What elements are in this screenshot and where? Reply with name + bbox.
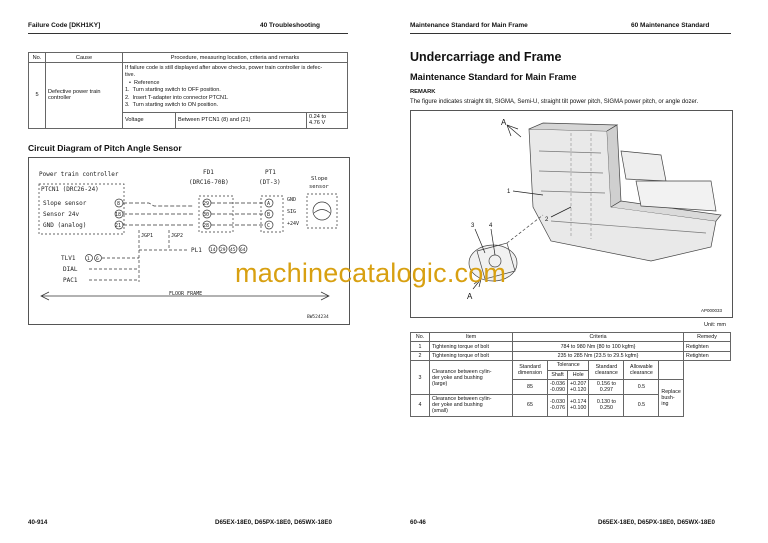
table-row	[411, 342, 731, 351]
h-std-clearance	[589, 361, 624, 380]
header-line: clearance	[594, 370, 618, 376]
step-text: Insert T-adapter into connector PTCN1.	[132, 94, 229, 101]
step-number: 3.	[125, 102, 130, 109]
table-row	[411, 351, 731, 360]
gnd-label: GND	[287, 197, 297, 203]
row-remedy: Retighten	[684, 342, 731, 351]
view-arrow	[507, 125, 521, 137]
h-tolerance: Tolerance	[548, 361, 589, 370]
circuit-diagram	[28, 157, 350, 325]
footer-models: D65EX-18E0, D65PX-18E0, D65WX-18E0	[598, 519, 715, 526]
jgp1-label: JGP1	[141, 233, 154, 239]
hole-tol	[568, 379, 589, 394]
remark-label: REMARK	[410, 89, 436, 95]
shaft-tol	[548, 379, 568, 394]
header-line: clearance	[629, 370, 653, 376]
row-no: 2	[411, 351, 430, 360]
tol-line: -0.030	[550, 399, 566, 406]
clr-line: 0.156 to	[596, 381, 616, 388]
header-line: Allowable	[630, 364, 653, 370]
voltage-value	[307, 112, 348, 128]
step-text: Turn starting switch to OFF position.	[132, 87, 221, 94]
tlv1-pin-label: 6	[96, 257, 99, 262]
header-section: Maintenance Standard for Main Frame	[410, 22, 528, 29]
pin-label: 21	[115, 223, 122, 229]
col-no: No.	[29, 53, 46, 63]
figure-note: The figure indicates straight tilt, SIGMA, Semi-U, straight tilt power pitch, SIGMA power pitch, or angle dozer.	[410, 99, 699, 105]
row-no: 5	[29, 63, 46, 129]
footer-page-number: 40-914	[28, 519, 48, 526]
pin-label: A	[267, 201, 271, 207]
controller-label: Power train controller	[39, 171, 119, 178]
h-allowable	[624, 361, 659, 380]
sensor-24v: Sensor 24v	[43, 211, 80, 218]
header-chapter: 60 Maintenance Standard	[631, 22, 710, 29]
pin-label: 30	[203, 212, 210, 218]
pin-label: 29	[203, 201, 210, 207]
tol-line: +0.207	[570, 381, 587, 388]
pac1-label: PAC1	[63, 277, 78, 284]
section-subtitle: Maintenance Standard for Main Frame	[410, 72, 577, 82]
tlv1-label: TLV1	[61, 255, 76, 262]
std-clearance	[589, 395, 624, 416]
reference-label: Reference	[134, 79, 160, 86]
row-item	[430, 361, 513, 395]
table-row	[411, 361, 731, 370]
pin-label: 28	[203, 223, 210, 229]
step-number: 2.	[125, 94, 130, 101]
row-item: Tightening torque of bolt	[430, 342, 513, 351]
row-no: 4	[411, 395, 430, 416]
std-clearance	[589, 379, 624, 394]
header-rule	[28, 33, 348, 34]
pin-label: 8	[117, 201, 121, 207]
watermark: machinecatalogic.com	[235, 258, 507, 288]
label-a-top: A	[501, 118, 507, 127]
step	[125, 95, 345, 103]
col-criteria: Criteria	[513, 333, 684, 342]
pl1-label: PL1	[191, 247, 202, 254]
slope-sensor-signal: Slope sensor	[43, 200, 87, 207]
tlv1-pin-label: 1	[87, 257, 90, 262]
procedure-text: If failure code is still displayed after above checks, power train controller is defec-	[125, 64, 323, 71]
row-remedy: Retighten	[684, 351, 731, 360]
item-line: der yoke and bushing	[432, 374, 483, 381]
header-line: Standard	[595, 364, 618, 370]
cause-line: Defective power train	[48, 89, 101, 96]
diagram-code: BW524234	[307, 315, 329, 320]
reference-line	[125, 80, 345, 88]
footer-models: D65EX-18E0, D65PX-18E0, D65WX-18E0	[215, 519, 332, 526]
pin-label: 18	[115, 212, 122, 218]
floor-frame-label: FLOOR FRAME	[169, 291, 203, 297]
unit-label: Unit: mm	[704, 322, 726, 328]
frame-bracket	[621, 151, 666, 181]
pl1-pin-label: 45	[230, 248, 236, 253]
figure-code: AP000033	[701, 308, 723, 313]
gnd-analog: GND (analog)	[43, 222, 87, 229]
col-procedure: Procedure, measuring location, criteria and remarks	[123, 53, 348, 63]
step-number: 1.	[125, 87, 130, 94]
v24-label: +24V	[287, 221, 300, 227]
shaft-tol	[548, 395, 568, 416]
fd1-connector: (DRC16-70B)	[189, 179, 229, 186]
item-line: Clearance between cylin-	[432, 368, 492, 375]
maintenance-table	[410, 332, 731, 417]
label-a-bottom: A	[467, 292, 473, 301]
pt1-label: PT1	[265, 169, 276, 176]
std-dim: 85	[513, 379, 548, 394]
cause-cell	[46, 63, 123, 129]
voltage-value-line: 0.24 to	[309, 114, 327, 121]
h-shaft: Shaft	[548, 370, 568, 379]
section-title: Undercarriage and Frame	[410, 50, 562, 64]
sensor-arc	[314, 210, 330, 214]
procedure-text: tive.	[125, 72, 136, 79]
row-criteria: 235 to 285 Nm {23.5 to 29.5 kgfm}	[513, 351, 684, 360]
dial-label: DIAL	[63, 266, 78, 273]
col-item: Item	[430, 333, 513, 342]
pin-label: C	[267, 223, 271, 229]
pin-label: B	[267, 212, 271, 218]
pt1-connector: (DT-3)	[259, 179, 281, 186]
item-line: (large)	[432, 380, 448, 387]
clr-line: 0.130 to	[596, 399, 616, 406]
tol-line: -0.036	[550, 381, 566, 388]
jgp2-label: JGP2	[171, 233, 184, 239]
step	[125, 102, 345, 110]
tol-line: +0.100	[570, 405, 587, 412]
pl1-pin-label: 14	[210, 248, 216, 253]
slope-sensor-label: sensor	[309, 184, 329, 190]
hole-tol	[568, 395, 589, 416]
row-criteria: 784 to 980 Nm {80 to 100 kgfm}	[513, 342, 684, 351]
callout-2: 2	[545, 217, 549, 223]
remedy-line: Replace bush-	[661, 388, 681, 401]
row-item: Tightening torque of bolt	[430, 351, 513, 360]
detail-leader	[507, 215, 543, 243]
header-line: dimension	[517, 370, 543, 376]
header-chapter: 40 Troubleshooting	[260, 22, 320, 29]
slope-sensor-symbol	[313, 202, 331, 220]
row-no: 3	[411, 361, 430, 395]
sig-label: SIG	[287, 209, 297, 215]
header-line: Standard	[519, 364, 541, 370]
slope-sensor-label: Slope	[311, 176, 328, 182]
tol-line: -0.076	[550, 405, 566, 412]
allowable-clearance: 0.5	[624, 395, 659, 416]
clr-line: 0.250	[599, 405, 614, 412]
voltage-value-line: 4.76 V	[309, 120, 326, 127]
ptcn1-label: PTCN1 (DRC26-24)	[41, 186, 99, 193]
tol-line: -0.090	[550, 387, 566, 394]
slope-sensor-box	[307, 194, 337, 228]
step	[125, 87, 345, 95]
wire	[123, 203, 194, 206]
h-std-dim	[513, 361, 548, 380]
row-item	[430, 395, 513, 416]
col-cause: Cause	[46, 53, 123, 63]
row-no: 1	[411, 342, 430, 351]
std-dim: 65	[513, 395, 548, 416]
header-rule	[410, 33, 731, 34]
voltage-label: Voltage	[123, 112, 176, 128]
pt1-box	[261, 196, 283, 232]
callout-3: 3	[471, 223, 475, 229]
blank-cell	[659, 361, 684, 380]
callout-4: 4	[489, 223, 493, 229]
col-remedy: Remedy	[684, 333, 731, 342]
tol-line: +0.120	[570, 387, 587, 394]
tol-line: +0.174	[570, 399, 587, 406]
remedy-replace	[659, 379, 684, 416]
circuit-title: Circuit Diagram of Pitch Angle Sensor	[28, 143, 182, 153]
fd1-label: FD1	[203, 169, 214, 176]
pl1-pin-label: 29	[220, 248, 226, 253]
circuit-svg	[29, 158, 349, 324]
procedure-cell	[123, 63, 348, 113]
step-text: Turn starting switch to ON position.	[132, 102, 219, 109]
header-section: Failure Code [DKH1KY]	[28, 22, 101, 29]
allowable-clearance: 0.5	[624, 379, 659, 394]
footer-page-number: 60-46	[410, 519, 426, 526]
item-line: der yoke and bushing	[432, 402, 483, 409]
remedy-line: ing	[661, 400, 669, 407]
cause-line: controller	[48, 95, 72, 102]
item-line: Clearance between cylin-	[432, 396, 492, 403]
troubleshooting-table	[28, 52, 348, 129]
pl1-pin-label: 64	[240, 248, 246, 253]
bullet: •	[129, 79, 131, 86]
clr-line: 0.297	[599, 387, 614, 394]
item-line: (small)	[432, 408, 448, 415]
col-no: No.	[411, 333, 430, 342]
callout-1: 1	[507, 189, 511, 195]
h-hole: Hole	[568, 370, 589, 379]
voltage-between: Between PTCN1 (8) and (21)	[176, 112, 307, 128]
frame-rear-plate	[636, 181, 716, 211]
